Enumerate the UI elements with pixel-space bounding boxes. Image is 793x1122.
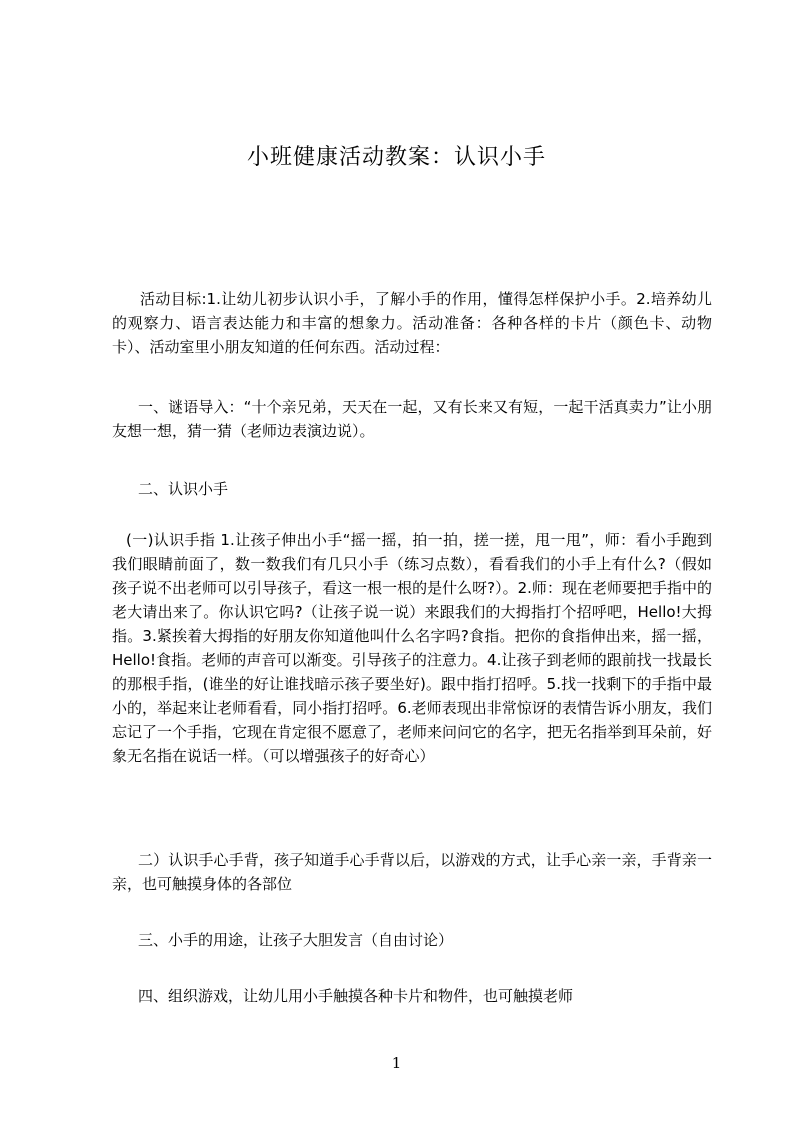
paragraph-palm-back: 二）认识手心手背，孩子知道手心手背以后，以游戏的方式，让手心亲一亲，手背亲一亲，也可触摸身体的各部位 (112, 851, 712, 893)
page-number: 1 (391, 1054, 402, 1072)
paragraph-game: 四、组织游戏，让幼儿用小手触摸各种卡片和物件，也可触摸老师 (138, 987, 574, 1005)
paragraph-section-heading: 二、认识小手 (138, 480, 229, 498)
paragraph-hand-uses: 三、小手的用途，让孩子大胆发言（自由讨论） (138, 931, 454, 949)
paragraph-know-fingers: (一)认识手指 1.让孩子伸出小手“摇一摇，拍一拍，搓一搓，甩一甩”，师：看小手跑到我们眼睛前面了，数一数我们有几只小手（练习点数），看看我们的小手上有什么?（假如孩子说不出老师可以引导孩子，看这一根一根的是什么呀?）。2.师：现在老师要把手指中的老大请出来了。你认识它吗?（让孩子说一说）来跟我们的大拇指打个招呼吧，Hello!大拇指。3.紧挨着大拇指的好朋友你知道他叫什么名字吗?食指。把你的食指伸出来，摇一摇，Hello!食指。老师的声音可以渐变。引导孩子的注意力。4.让孩子到老师的跟前找一找最长的那根手指，(谁坐的好让谁找暗示孩子要坐好)。跟中指打招呼。5.找一找剩下的手指中最小的，举起来让老师看看，同小指打招呼。6.老师表现出非常惊讶的表情告诉小朋友，我们忘记了一个手指，它现在肯定很不愿意了，老师来问问它的名字，把无名指举到耳朵前，好象无名指在说话一样。（可以增强孩子的好奇心） (112, 531, 713, 765)
paragraph-riddle-intro: 一、谜语导入：“十个亲兄弟，天天在一起，又有长来又有短，一起干活真卖力”让小朋友想一想，猜一猜（老师边表演边说）。 (112, 398, 712, 440)
document-title: 小班健康活动教案：认识小手 (246, 145, 546, 170)
paragraph-objectives: 活动目标:1.让幼儿初步认识小手，了解小手的作用，懂得怎样保护小手。2.培养幼儿的观察力、语言表达能力和丰富的想象力。活动准备：各种各样的卡片（颜色卡、动物卡）、活动室里小朋友知道的任何东西。活动过程： (112, 290, 712, 356)
